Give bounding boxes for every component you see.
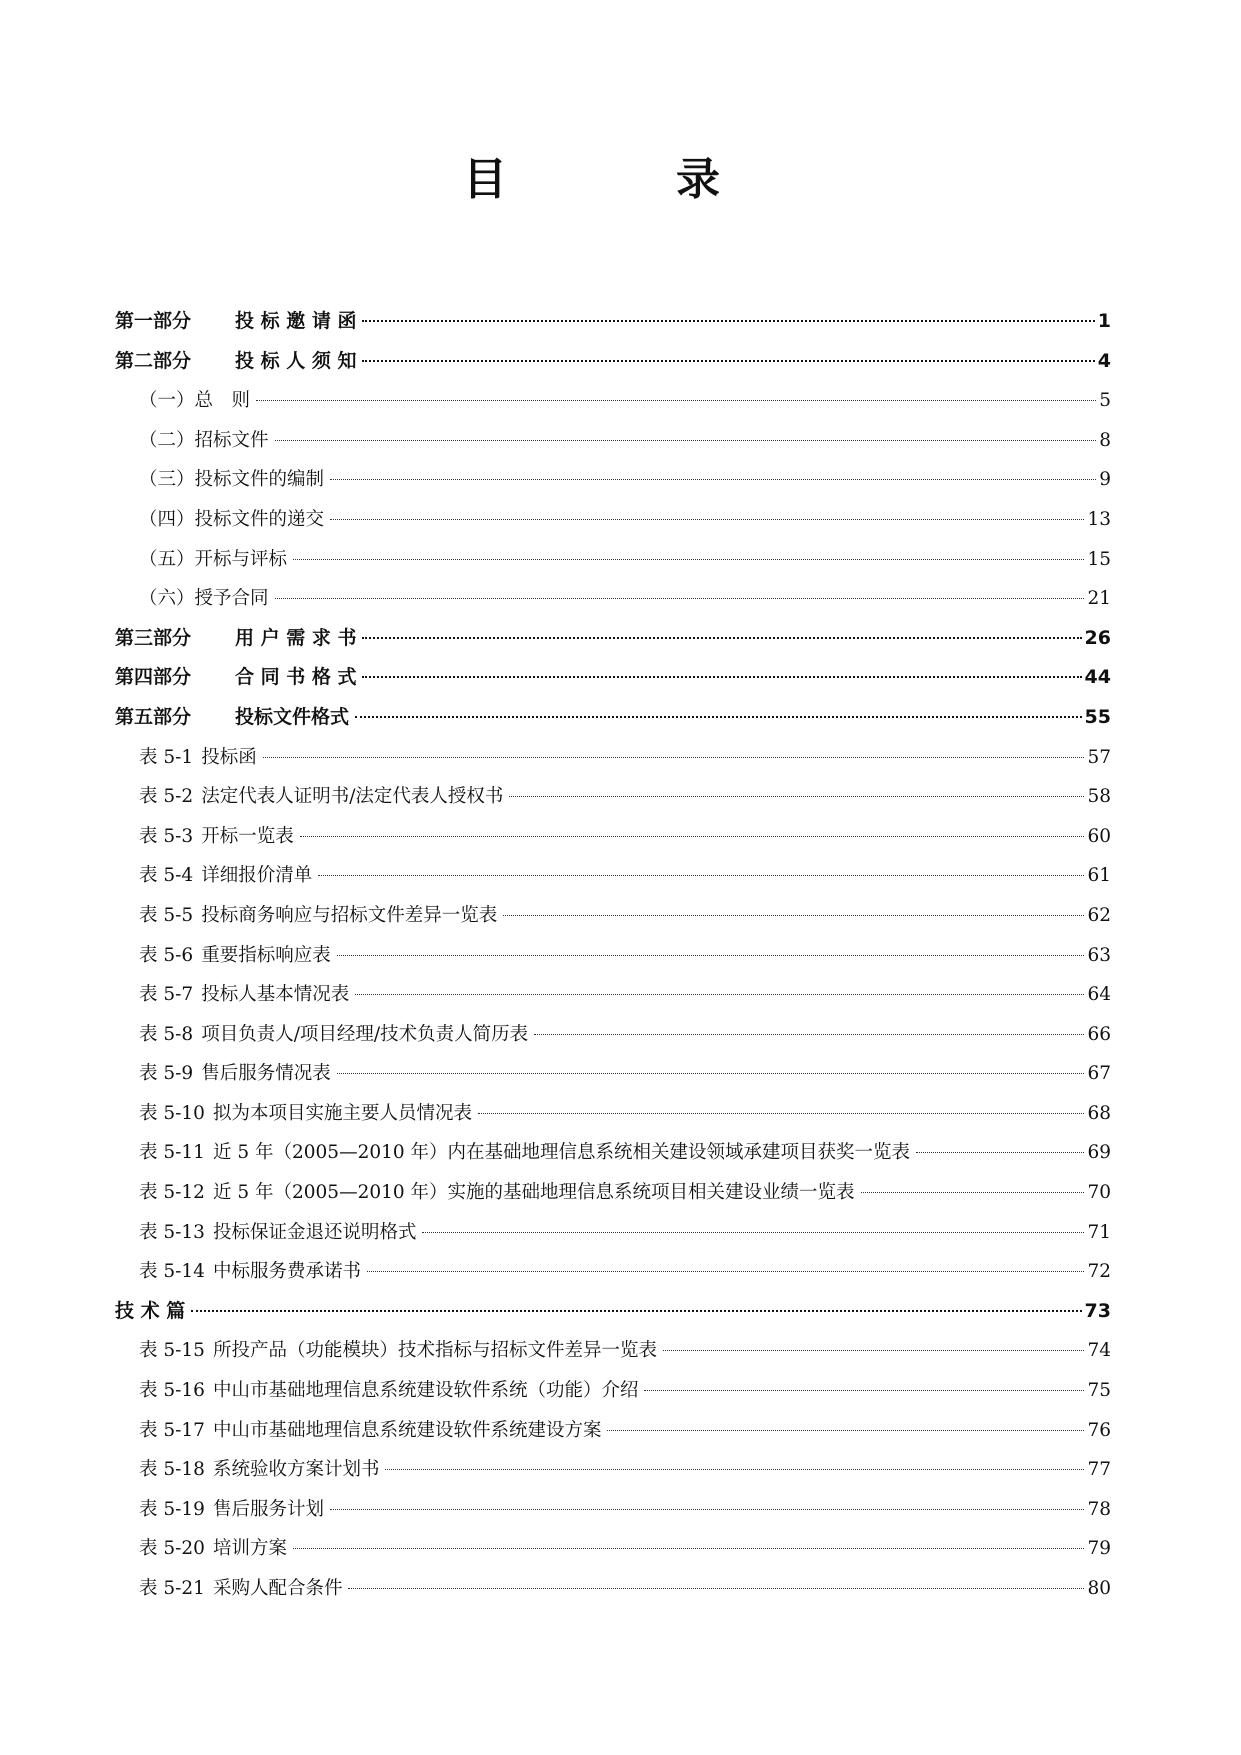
toc-page-number: 64 [1087,984,1111,1006]
toc-entry-level2[interactable] [115,1173,1111,1213]
toc-entry-level2[interactable] [115,1054,1111,1094]
toc-entry-label [115,698,352,738]
toc-entry-number: 表 5-1 [139,746,194,768]
toc-entry-number: 表 5-11 [139,1142,205,1164]
toc-entry-number: 表 5-16 [139,1380,205,1402]
toc-leader-dots [191,1310,1081,1312]
toc-entry-text: 投 标 人 须 知 [235,349,357,372]
toc-leader-dots [362,360,1094,362]
toc-entry-number: 表 5-21 [139,1578,205,1599]
toc-leader-dots [263,757,1085,758]
toc-entry-level2[interactable] [115,500,1111,540]
toc-page-number: 1 [1097,310,1111,332]
toc-entry-level2[interactable] [115,1094,1111,1134]
toc-entry-text: 投标文件的编制 [194,469,325,491]
toc-entry-level2[interactable] [115,1133,1111,1173]
toc-entry-text: 所投产品（功能模块）技术指标与招标文件差异一览表 [212,1340,657,1362]
toc-entry-level1[interactable] [115,302,1111,342]
toc-entry-level2[interactable] [115,1450,1111,1490]
toc-entry-label [139,1054,334,1094]
toc-entry-level2[interactable] [115,1529,1111,1569]
toc-entry-level2[interactable] [115,1411,1111,1451]
toc-entry-text: 培训方案 [212,1538,287,1560]
toc-entry-number: 表 5-15 [139,1340,205,1362]
toc-entry-label [139,777,506,817]
toc-entry-number: 表 5-12 [139,1182,205,1204]
toc-entry-label [139,1133,913,1173]
toc-leader-dots [293,559,1084,560]
toc-entry-text: 用 户 需 求 书 [235,626,357,649]
toc-page-number: 74 [1087,1340,1111,1362]
toc-entry-text: 总 则 [194,390,251,412]
toc-page-number: 67 [1087,1063,1111,1085]
toc-leader-dots [422,1232,1084,1233]
toc-leader-dots [861,1192,1085,1193]
toc-entry-number: 第四部分 [115,666,192,689]
toc-entry-label [139,817,297,857]
toc-entry-level2[interactable] [115,421,1111,461]
toc-entry-text: 项目负责人/项目经理/技术负责人简历表 [201,1023,529,1045]
toc-leader-dots [644,1390,1084,1391]
toc-entry-text: 招标文件 [194,429,269,451]
toc-entry-label [139,1371,641,1411]
toc-entry-text: 投标保证金退还说明格式 [212,1221,417,1243]
toc-entry-level2[interactable] [115,460,1111,500]
toc-entry-label [139,421,272,461]
toc-entry-level2[interactable] [115,1213,1111,1253]
toc-entry-number: 表 5-18 [139,1459,205,1481]
toc-entry-text: 近 5 年（2005—2010 年）内在基础地理信息系统相关建设领域承建项目获奖一览表 [212,1142,911,1164]
toc-entry-level1[interactable] [115,1292,1111,1332]
toc-leader-dots [293,1548,1084,1549]
toc-entry-text: 投标文件的递交 [194,508,325,530]
toc-entry-label [139,1094,475,1134]
toc-entry-label [139,856,315,896]
toc-leader-dots [275,440,1097,441]
toc-entry-text: 采购人配合条件 [212,1578,343,1599]
toc-page-number: 66 [1087,1023,1111,1045]
toc-entry-number: 表 5-4 [139,865,194,887]
toc-entry-label [139,381,253,421]
toc-page-number: 55 [1084,705,1111,728]
toc-entry-label [139,1490,327,1530]
toc-entry-text: 开标一览表 [201,825,294,847]
page-title [0,152,1241,212]
toc-leader-dots [663,1350,1084,1351]
toc-leader-dots [330,1509,1084,1510]
title-char-2: 录 [676,154,720,205]
toc-page-number: 13 [1087,508,1111,530]
toc-entry-level2[interactable] [115,1252,1111,1292]
toc-leader-dots [916,1152,1084,1153]
toc-entry-label [139,1252,364,1292]
toc-entry-number: 表 5-3 [139,825,194,847]
toc-entry-level1[interactable] [115,658,1111,698]
toc-entry-label [139,540,290,580]
toc-page-number: 8 [1099,429,1111,451]
toc-entry-level2[interactable] [115,1015,1111,1055]
toc-entry-text: 详细报价清单 [201,865,313,887]
toc-leader-dots [367,1271,1084,1272]
toc-entry-text: 法定代表人证明书/法定代表人授权书 [201,786,504,808]
toc-entry-label [139,936,334,976]
toc-page-number: 15 [1087,548,1111,570]
toc-entry-text: 拟为本项目实施主要人员情况表 [212,1102,472,1124]
toc-page-number: 9 [1099,469,1111,491]
toc-entry-text: 中山市基础地理信息系统建设软件系统建设方案 [212,1419,602,1441]
toc-page-number: 44 [1084,666,1111,689]
toc-entry-number: （一） [139,390,195,412]
toc-entry-text: 投 标 邀 请 函 [235,310,357,332]
toc-entry-text: 中山市基础地理信息系统建设软件系统（功能）介绍 [212,1380,639,1402]
toc-entry-number: 表 5-19 [139,1498,205,1520]
toc-leader-dots [534,1034,1084,1035]
toc-page-number: 21 [1087,588,1111,610]
toc-entry-number: 第二部分 [115,349,192,372]
toc-entry-number: 表 5-20 [139,1538,205,1560]
toc-entry-number: 第五部分 [115,705,192,728]
toc-entry-number: （四） [139,508,195,530]
toc-page-number: 76 [1087,1419,1111,1441]
toc-entry-number: 表 5-2 [139,786,194,808]
toc-page-number: 75 [1087,1380,1111,1402]
toc-entry-number: （六） [139,588,195,610]
toc-entry-text: 售后服务计划 [212,1498,324,1520]
toc-leader-dots [256,400,1096,401]
toc-entry-label [115,342,359,382]
toc-entry-text: 技 术 篇 [115,1299,186,1322]
toc-entry-level2[interactable] [115,540,1111,580]
toc-leader-dots [607,1430,1084,1431]
toc-entry-text: 系统验收方案计划书 [212,1459,380,1481]
toc-leader-dots [337,955,1085,956]
toc-page-number: 77 [1087,1459,1111,1481]
toc-leader-dots [348,1588,1084,1589]
toc-entry-text: 投标商务响应与招标文件差异一览表 [201,904,498,926]
toc-entry-number: 表 5-5 [139,904,194,926]
toc-entry-label [115,658,359,698]
toc-leader-dots [362,637,1081,639]
toc-page-number: 68 [1087,1102,1111,1124]
toc-entry-level2[interactable] [115,856,1111,896]
toc-entry-text: 投标人基本情况表 [201,984,350,1006]
toc-page-number: 26 [1084,626,1111,649]
toc-page-number: 62 [1087,904,1111,926]
toc-leader-dots [355,716,1082,718]
toc-entry-label [139,1529,290,1569]
toc-page-number: 60 [1087,825,1111,847]
toc-leader-dots [509,796,1084,797]
toc-entry-number: 表 5-8 [139,1023,194,1045]
toc-entry-number: （三） [139,469,195,491]
toc-entry-text: 投标文件格式 [235,705,350,728]
toc-page-number: 72 [1087,1261,1111,1283]
toc-entry-label [139,1213,419,1253]
toc-entry-level2[interactable] [115,1331,1111,1371]
toc-page-number: 58 [1087,786,1111,808]
toc-entry-label [139,1015,531,1055]
toc-leader-dots [330,479,1096,480]
toc-entry-number: 表 5-9 [139,1063,194,1085]
toc-page-number: 5 [1099,390,1111,412]
toc-entry-label [115,302,359,342]
toc-entry-number: 第三部分 [115,626,192,649]
toc-entry-level2[interactable] [115,1490,1111,1530]
toc-entry-number: 表 5-14 [139,1261,205,1283]
toc-entry-label [115,1292,188,1332]
toc-entry-label [139,1411,604,1451]
toc-entry-level2[interactable] [115,738,1111,778]
toc-page-number: 71 [1087,1221,1111,1243]
toc-leader-dots [337,1073,1085,1074]
toc-entry-text: 售后服务情况表 [201,1063,331,1085]
toc-leader-dots [275,598,1085,599]
toc-page-number: 78 [1087,1498,1111,1520]
toc-page-number: 69 [1087,1142,1111,1164]
toc-leader-dots [503,915,1084,916]
toc-entry-number: （二） [139,429,195,451]
toc-entry-text: 近 5 年（2005—2010 年）实施的基础地理信息系统项目相关建设业绩一览表 [212,1182,855,1204]
toc-page-number: 79 [1087,1538,1111,1560]
toc-entry-level1[interactable] [115,342,1111,382]
toc-entry-label [139,896,500,936]
toc-entry-label [139,579,272,619]
toc-leader-dots [330,519,1084,520]
toc-entry-text: 授予合同 [194,588,269,610]
toc-entry-label [139,460,327,500]
toc-entry-level2[interactable] [115,975,1111,1015]
toc-entry-label [139,1450,382,1490]
toc-page-number: 70 [1087,1182,1111,1204]
toc-page-number: 63 [1087,944,1111,966]
table-of-contents [115,302,1111,1609]
toc-entry-level1[interactable] [115,619,1111,659]
toc-page-number: 73 [1084,1299,1111,1322]
toc-entry-number: 表 5-17 [139,1419,205,1441]
toc-leader-dots [362,676,1081,678]
toc-leader-dots [385,1469,1084,1470]
toc-entry-label [139,1173,858,1213]
toc-entry-label [139,738,260,778]
toc-entry-text: 投标函 [201,746,257,768]
toc-entry-label [139,500,327,540]
toc-entry-level2[interactable] [115,1569,1111,1609]
toc-page-number: 4 [1097,349,1111,372]
toc-entry-level2[interactable] [115,777,1111,817]
toc-entry-text: 重要指标响应表 [201,944,331,966]
toc-entry-number: 第一部分 [115,310,192,332]
toc-leader-dots [478,1113,1084,1114]
toc-entry-label [139,1331,660,1371]
toc-entry-number: 表 5-7 [139,984,194,1006]
toc-entry-level1[interactable] [115,698,1111,738]
toc-entry-level2[interactable] [115,579,1111,619]
toc-entry-level2[interactable] [115,1371,1111,1411]
toc-entry-level2[interactable] [115,896,1111,936]
toc-entry-text: 中标服务费承诺书 [212,1261,361,1283]
toc-page-number: 80 [1087,1578,1111,1599]
toc-leader-dots [318,875,1084,876]
toc-entry-number: 表 5-13 [139,1221,205,1243]
toc-page-number: 57 [1087,746,1111,768]
title-char-1: 目 [463,154,507,205]
toc-entry-number: 表 5-6 [139,944,194,966]
toc-entry-text: 开标与评标 [194,548,288,570]
toc-entry-label [115,619,359,659]
toc-leader-dots [362,320,1094,322]
toc-entry-label [139,975,352,1015]
toc-leader-dots [355,994,1084,995]
toc-entry-number: （五） [139,548,195,570]
toc-entry-label [139,1569,345,1609]
toc-entry-text: 合 同 书 格 式 [235,666,357,689]
toc-page-number: 61 [1087,865,1111,887]
toc-entry-level2[interactable] [115,381,1111,421]
toc-entry-number: 表 5-10 [139,1102,205,1124]
toc-entry-level2[interactable] [115,817,1111,857]
toc-leader-dots [300,836,1085,837]
toc-entry-level2[interactable] [115,936,1111,976]
